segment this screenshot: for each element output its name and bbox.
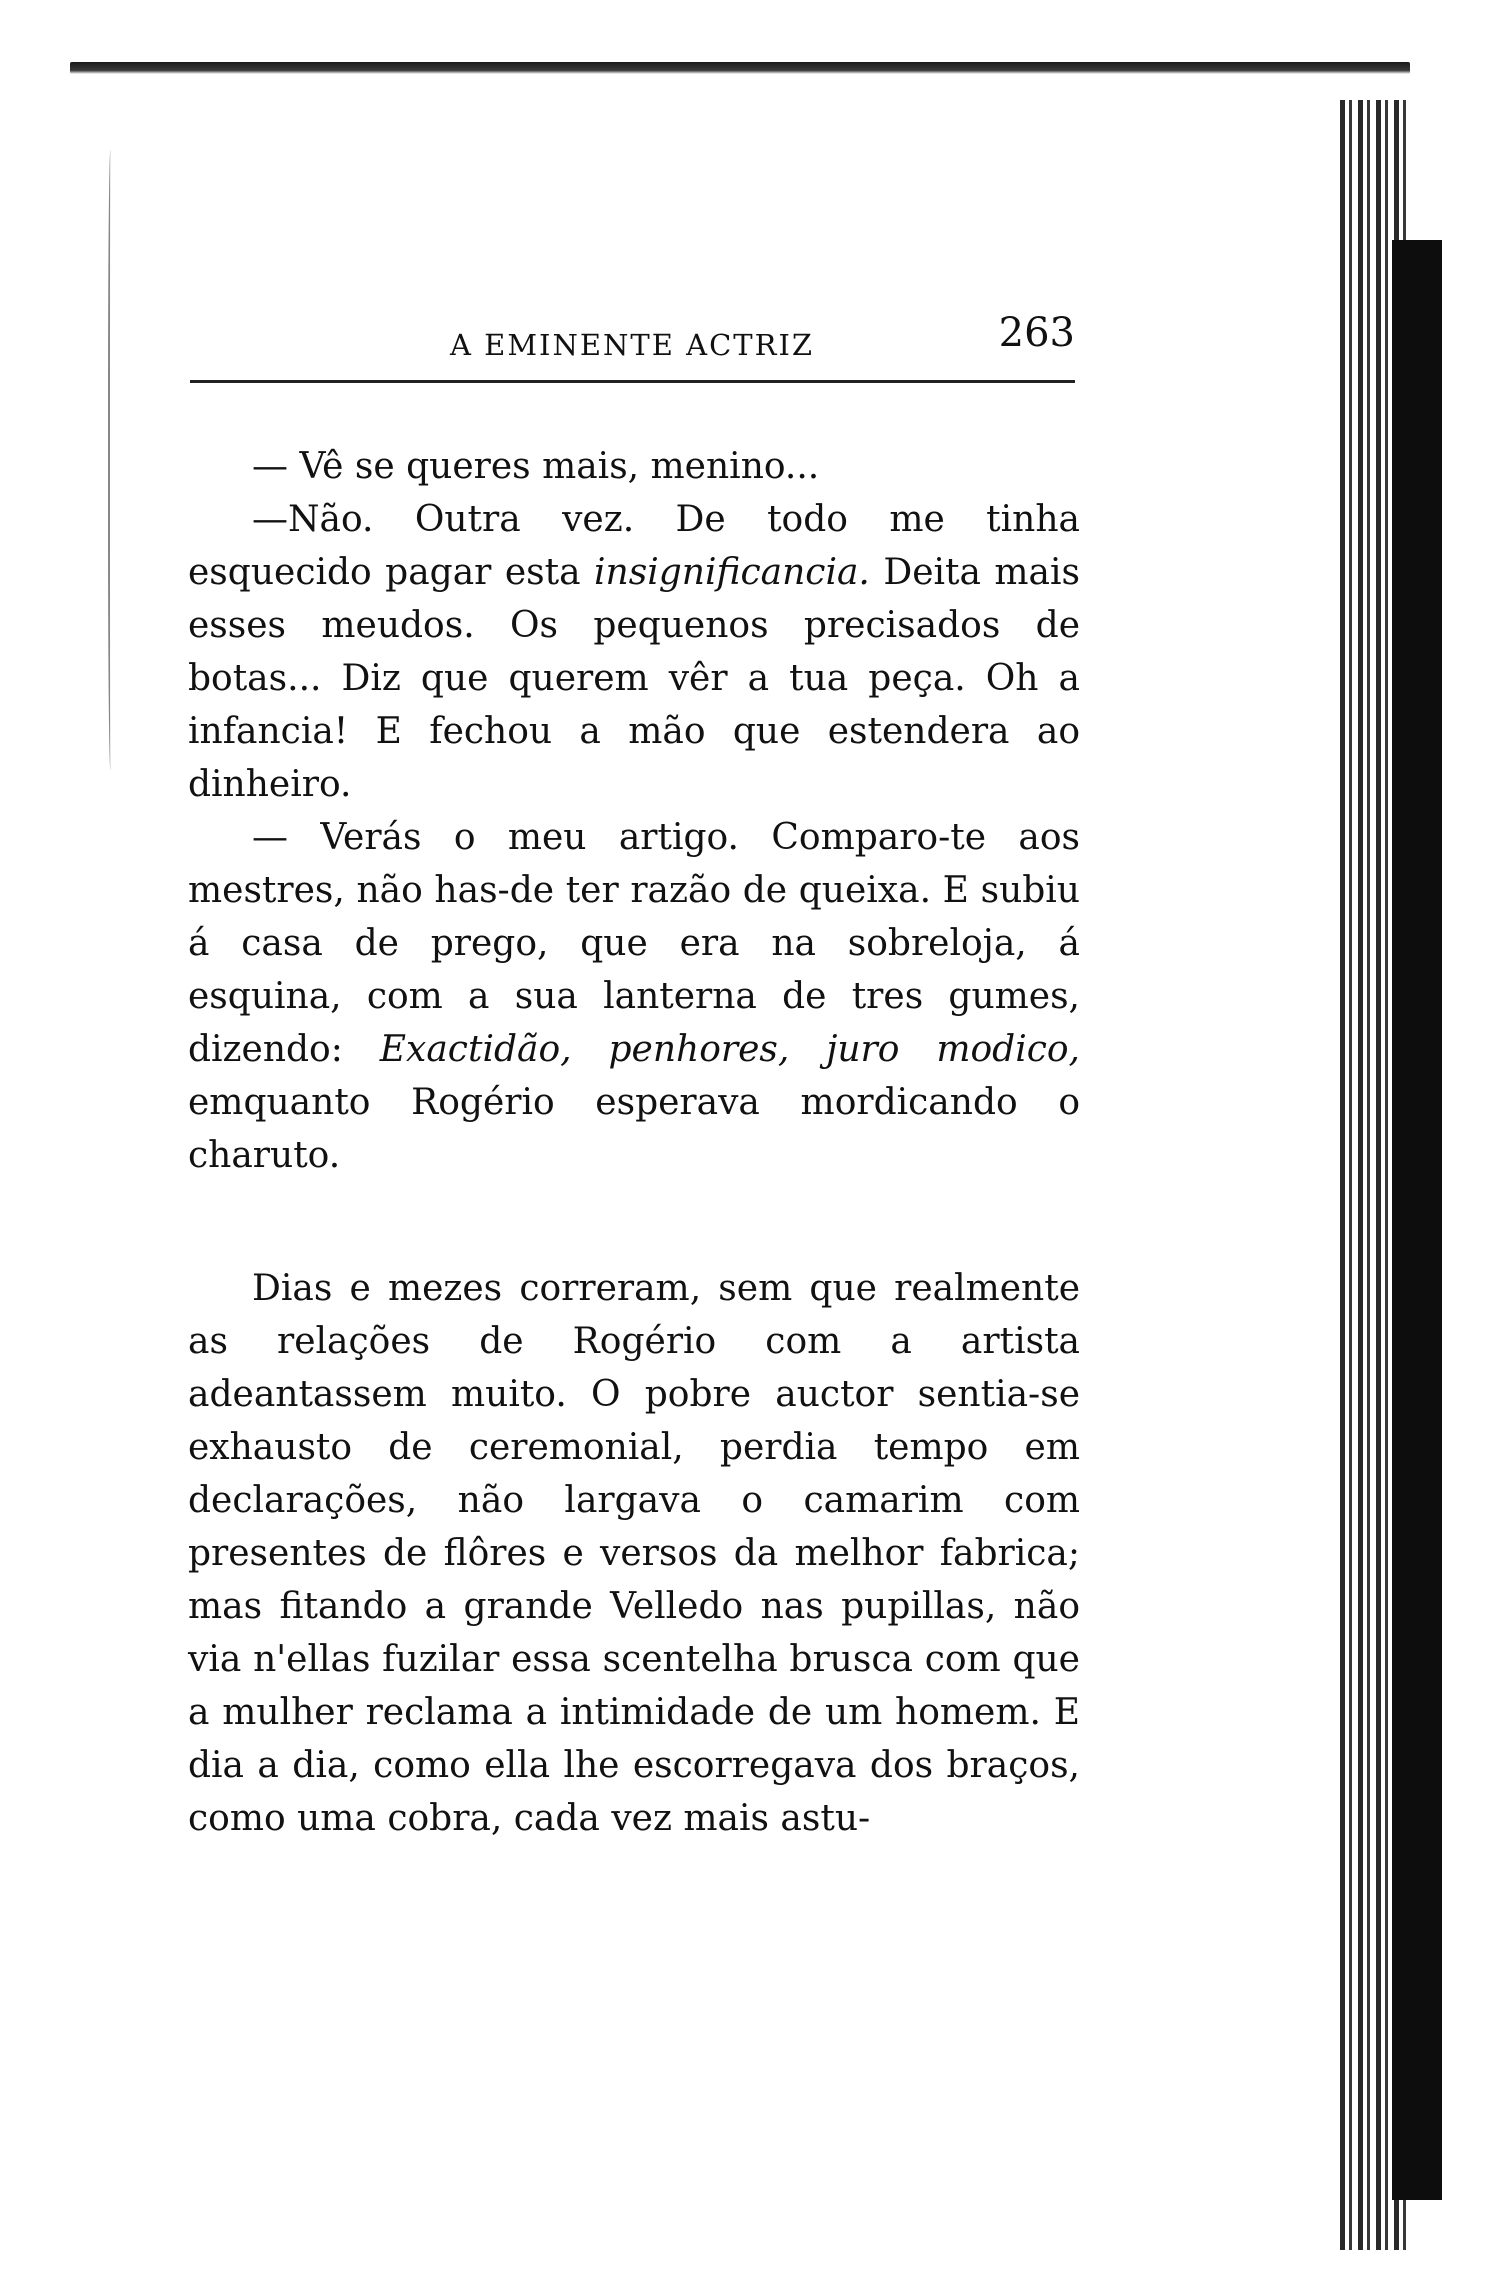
paragraph-3-text-a: — Verás o meu artigo. Comparo-te aos mestres, não has-de ter razão de queixa. E subiu á casa de prego, que era na sobreloja, á esquina, com a sua lanterna de tres gumes, dizendo: (188, 817, 1080, 1070)
scan-left-edge (108, 150, 114, 770)
page-header (190, 310, 1075, 370)
scan-top-edge (70, 62, 1410, 74)
paragraph-2 (188, 493, 1080, 811)
paragraph-3 (188, 811, 1080, 1182)
page-number: 263 (998, 310, 1075, 356)
paragraph-2-italic: insignificancia. (594, 552, 870, 593)
paragraph-3-italic: Exactidão, penhores, juro modico, (379, 1029, 1080, 1070)
paragraph-1-text: — Vê se queres mais, menino... (252, 446, 820, 487)
scan-binding-shadow (1392, 240, 1442, 2200)
paragraph-2-text-a: —Não. Outra vez. De todo me tinha esquecido pagar esta (188, 499, 1080, 593)
page-body (188, 440, 1080, 1845)
paragraph-4 (188, 1262, 1080, 1845)
running-title: A EMINENTE ACTRIZ (450, 328, 815, 362)
paragraph-2-text-c: Deita mais esses meudos. Os pequenos precisados de botas... Diz que querem vêr a tua peça. Oh a infancia! E fechou a mão que estendera ao dinheiro. (188, 552, 1080, 805)
paragraph-3-text-c: emquanto Rogério esperava mordicando o charuto. (188, 1082, 1080, 1176)
paragraph-4-text: Dias e mezes correram, sem que realmente as relações de Rogério com a artista adeantassem muito. O pobre auctor sentia-se exhausto de ceremonial, perdia tempo em declarações, não largava o camarim com presentes de flôres e versos da melhor fabrica; mas fitando a grande Velledo nas pupillas, não via n'ellas fuzilar essa scentelha brusca com que a mulher reclama a intimidade de um homem. E dia a dia, como ella lhe escorregava dos braços, como uma cobra, cada vez mais astu- (188, 1268, 1080, 1839)
section-break (188, 1182, 1080, 1262)
header-rule (190, 380, 1075, 383)
paragraph-1 (188, 440, 1080, 493)
